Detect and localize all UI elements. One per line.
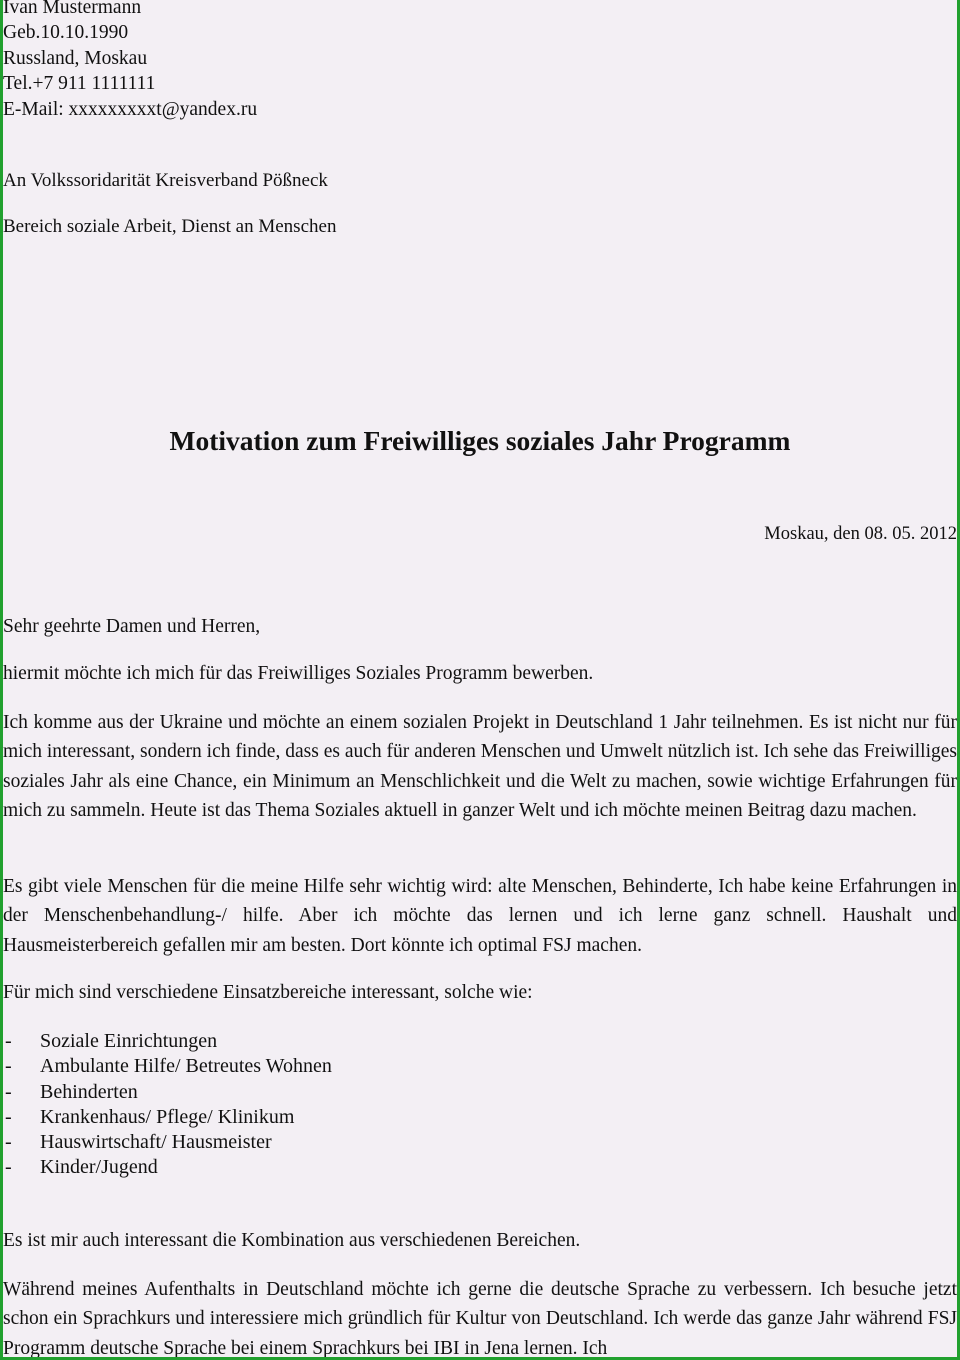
sender-birthdate: Geb.10.10.1990 [3,22,129,43]
letter-page [3,0,957,1357]
sender-phone: Tel.+7 911 1111111 [3,73,156,94]
list-item [3,1155,332,1180]
list-item [3,1029,332,1054]
list-item-label: Soziale Einrichtungen [40,1030,218,1052]
list-item [3,1105,332,1130]
list-dash: - [5,1055,12,1078]
sender-email: E-Mail: xxxxxxxxxt@yandex.ru [3,99,258,120]
list-item-label: Krankenhaus/ Pflege/ Klinikum [40,1105,295,1128]
list-item-label: Ambulante Hilfe/ Betreutes Wohnen [40,1055,332,1078]
list-dash: - [5,1080,12,1103]
list-item [3,1080,332,1105]
list-item [3,1130,332,1155]
paragraph-language: Während meines Aufenthalts in Deutschland möchte ich gerne die deutsche Sprache zu verbessern. Ich besuche jetzt schon ein Sprachkurs und interessiere mich gründlich für Kultur von Deutschland. Ich werde das ganze Jahr während FSJ Programm deutsche Sprache bei einem Sprachkurs bei IBI in Jena lernen. Ich [3,1279,957,1357]
letter-title: Motivation zum Freiwilliges soziales Jahr Programm [169,425,791,456]
paragraph-motivation: Ich komme aus der Ukraine und möchte an einem sozialen Projekt in Deutschland 1 Jahr teilnehmen. Es ist nicht nur für mich interessant, sondern ich finde, dass es auch für anderen Menschen und Umwelt nützlich ist. Ich sehe das Freiwilliges soziales Jahr als eine Chance, ein Minimum an Menschlichkeit und die Welt zu machen, sowie wichtige Erfahrungen für mich zu sammeln. Heute ist das Thema Soziales aktuell in ganzer Welt und ich möchte meinen Beitrag dazu machen. [3,712,957,821]
recipient-organization: An Volkssoridarität Kreisverband Pößneck [3,170,328,191]
list-dash: - [5,1030,12,1052]
list-item [3,1054,332,1079]
salutation: Sehr geehrte Damen und Herren, [3,616,261,637]
list-dash: - [5,1156,12,1179]
list-item-label: Hauswirtschaft/ Hausmeister [40,1131,272,1154]
combination-sentence: Es ist mir auch interessant die Kombination aus verschiedenen Bereichen. [3,1230,581,1251]
list-item-label: Behinderten [40,1080,138,1103]
sender-location: Russland, Moskau [3,48,148,69]
letter-date: Moskau, den 08. 05. 2012 [764,524,957,544]
areas-list [3,1029,332,1181]
paragraph-experience: Es gibt viele Menschen für die meine Hilfe sehr wichtig wird: alte Menschen, Behinderte, Ich habe keine Erfahrungen in der Menschenbehandlung-/ hilfe. Aber ich möchte das lernen und ich lerne ganz schnell. Haushalt und Hausmeisterbereich gefallen mir am besten. Dort könnte ich optimal FSJ machen. [3,876,957,956]
list-intro: Für mich sind verschiedene Einsatzbereiche interessant, solche wie: [3,982,533,1003]
recipient-department: Bereich soziale Arbeit, Dienst an Menschen [3,216,337,237]
sender-name: Ivan Mustermann [3,0,142,18]
list-item-label: Kinder/Jugend [40,1156,158,1179]
list-dash: - [5,1105,12,1128]
intro-sentence: hiermit möchte ich mich für das Freiwilliges Soziales Programm bewerben. [3,663,594,684]
list-dash: - [5,1131,12,1154]
